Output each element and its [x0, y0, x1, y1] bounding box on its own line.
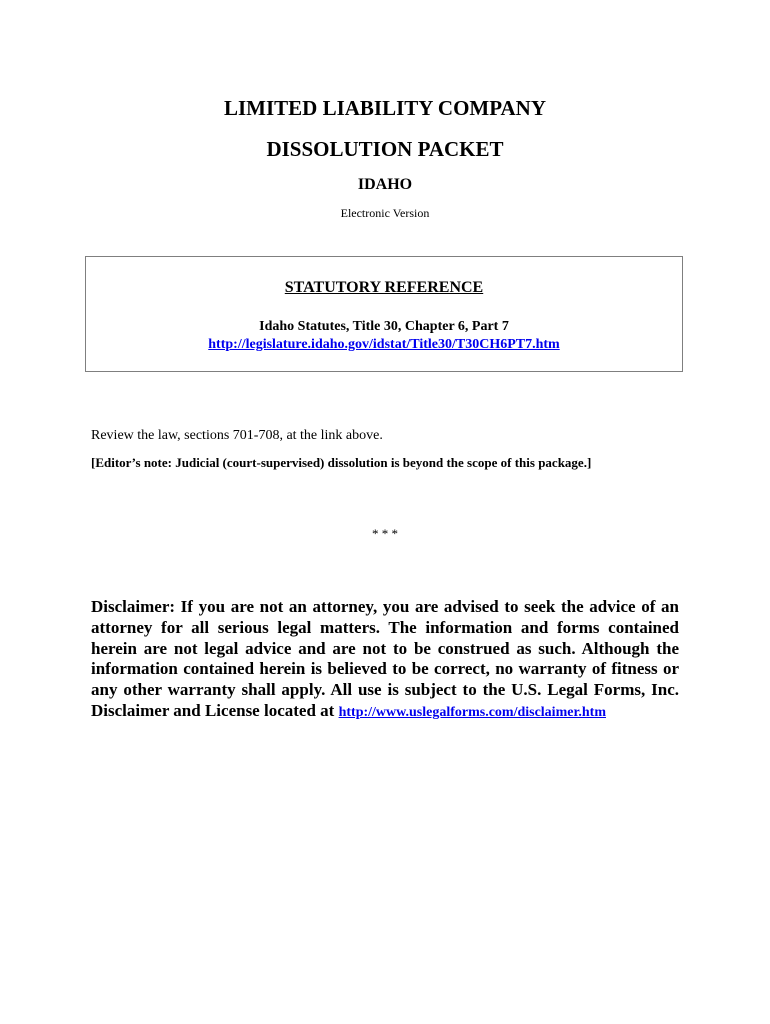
statute-link[interactable]: http://legislature.idaho.gov/idstat/Title30/T30CH6PT7.htm — [208, 337, 560, 352]
document-title-line2: DISSOLUTION PACKET — [266, 137, 504, 161]
state-name: IDAHO — [357, 176, 413, 193]
statutory-reference-box — [85, 256, 683, 372]
section-separator: * * * — [372, 526, 398, 541]
document-title-line1: LIMITED LIABILITY COMPANY — [223, 96, 547, 120]
disclaimer-link[interactable]: http://www.uslegalforms.com/disclaimer.htm — [338, 704, 606, 720]
disclaimer-text: Disclaimer: If you are not an attorney, you are advised to seek the advice of an attorney for all serious legal matters. The information and forms contained herein are not legal advice and are not to be construed as such. Although the information contained herein is believed to be correct, no warranty of fitness or any other warranty shall apply. All use is subject to the U.S. Legal Forms, Inc. Disclaimer and License located at — [91, 597, 679, 720]
review-instruction: Review the law, sections 701-708, at the link above. — [91, 428, 383, 443]
statutory-reference-heading: STATUTORY REFERENCE — [284, 279, 484, 296]
disclaimer-paragraph — [91, 597, 679, 724]
editor-note: [Editor’s note: Judicial (court-supervised) dissolution is beyond the scope of this package.] — [91, 455, 592, 470]
statute-citation: Idaho Statutes, Title 30, Chapter 6, Part 7 — [259, 319, 509, 334]
version-label: Electronic Version — [340, 206, 430, 220]
